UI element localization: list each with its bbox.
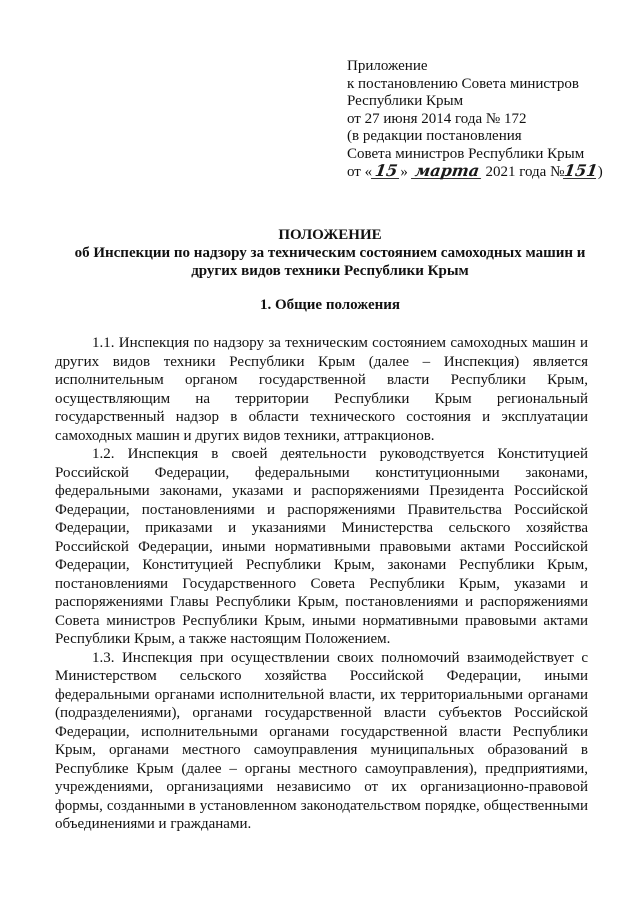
appendix-line: Приложение	[347, 58, 428, 74]
date-mid: »	[400, 163, 412, 180]
appendix-line: от 27 июня 2014 года № 172	[347, 110, 527, 127]
handwritten-day: 15	[371, 164, 401, 179]
date-year: 2021 года №	[481, 163, 565, 180]
date-prefix: от «	[347, 163, 373, 180]
document-subtitle-line: других видов техники Республики Крым	[191, 263, 469, 279]
appendix-line: (в редакции постановления	[347, 128, 522, 145]
document-title: ПОЛОЖЕНИЕ	[278, 227, 382, 243]
document-subtitle-line: об Инспекции по надзору за техническим состоянием самоходных машин и	[74, 245, 586, 261]
appendix-header	[347, 58, 603, 181]
paragraph: 1.3. Инспекция при осуществлении своих полномочий взаимодействует с Министерством сельского хозяйства Российской Федерации, иными федеральными органами исполнительной власти, их территориальными органами (подразделениями), органами государственной власти субъектов Российской Федерации, исполнительными органами государственной власти Республики Крым, органами местного самоуправления муниципальных образований в Республике Крым (далее – органы местного самоуправления), предприятиями, учреждениями, организациями независимо от их организационно-правовой формы, созданными в установленном законодательством порядке, общественными объединениями и гражданами.	[55, 649, 588, 832]
section-title: 1. Общие положения	[259, 297, 401, 313]
paragraph: 1.2. Инспекция в своей деятельности руководствуется Конституцией Российской Федерации, федеральными конституционными законами, федеральными законами, указами и распоряжениями Президента Российской Федерации, постановлениями и распоряжениями Правительства Российской Федерации, приказами и указаниями Министерства сельского хозяйства Российской Федерации, иными нормативными правовыми актами Российской Федерации, Конституцией Республики Крым, законами Республики Крым, постановлениями Государственного Совета Республики Крым, указами и распоряжениями Главы Республики Крым, постановлениями и распоряжениями Совета министров Республики Крым, иными нормативными правовыми актами Республики Крым, а также настоящим Положением.	[55, 446, 588, 647]
appendix-line: Республики Крым	[347, 93, 464, 110]
document-body	[55, 334, 588, 834]
appendix-date-line	[347, 160, 603, 182]
date-suffix: )	[597, 163, 603, 180]
handwritten-number: 151	[563, 160, 600, 180]
document-title-block	[60, 226, 600, 280]
appendix-line: к постановлению Совета министров	[347, 75, 579, 92]
appendix-line: Совета министров Республики Крым	[347, 145, 585, 162]
handwritten-month: марта	[411, 164, 483, 179]
paragraph: 1.1. Инспекция по надзору за техническим состоянием самоходных машин и других видов техники Республики Крым (далее – Инспекция) является исполнительным органом государственной власти Республики Крым, осуществляющим на территории Республики Крым региональный государственный надзор в области технического состояния и эксплуатации самоходных машин и других видов техники, аттракционов.	[55, 335, 588, 444]
